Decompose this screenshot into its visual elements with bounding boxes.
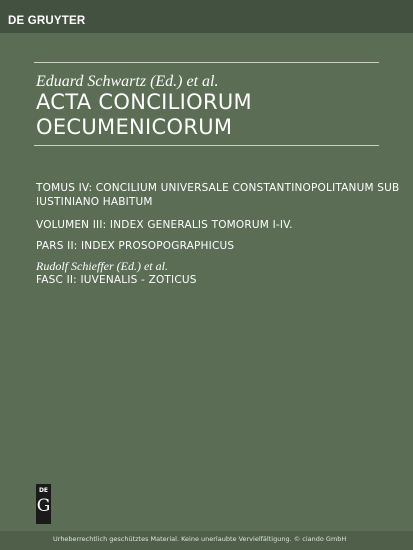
tomus-heading (36, 181, 399, 209)
middle-rule (34, 145, 379, 146)
top-bar (0, 0, 413, 33)
pars-heading: PARS II: INDEX PROSOPOGRAPHICUS (36, 240, 235, 252)
top-rule (34, 62, 379, 63)
title-line: OECUMENICORUM (36, 115, 233, 139)
volumen-heading: VOLUMEN III: INDEX GENERALIS TOMORUM I-IV. (36, 219, 293, 231)
series-editor: Eduard Schwartz (Ed.) et al. (36, 73, 219, 90)
copyright-notice: Urheberrechtlich geschütztes Material. Keine unerlaubte Vervielfältigung. © ciando GmbH (53, 535, 347, 543)
book-title (36, 90, 386, 140)
tomus-line: IUSTINIANO HABITUM (36, 196, 153, 208)
fascicle-editor: Rudolf Schieffer (Ed.) et al. (36, 259, 168, 273)
logo-g: G (36, 496, 51, 516)
fascicle-heading: FASC II: IUVENALIS - ZOTICUS (36, 274, 197, 286)
title-line: ACTA CONCILIORUM (36, 90, 252, 114)
de-gruyter-logo-icon (36, 484, 51, 524)
tomus-line: TOMUS IV: CONCILIUM UNIVERSALE CONSTANTINOPOLITANUM SUB (36, 182, 400, 194)
copyright-bar (0, 531, 413, 550)
logo-de: DE (38, 487, 49, 494)
publisher-name: DE GRUYTER (8, 15, 86, 27)
